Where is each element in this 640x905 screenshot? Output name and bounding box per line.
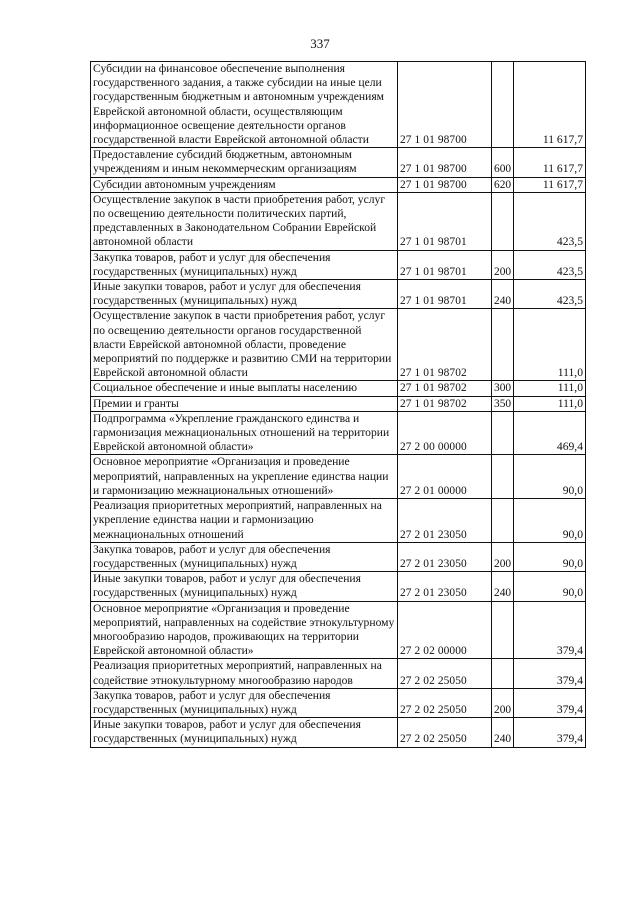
- row-name: Субсидии автономным учреждениям: [91, 177, 398, 192]
- row-code: 27 2 02 25050: [398, 718, 492, 747]
- table-row: [91, 250, 586, 279]
- table-row: [91, 148, 586, 177]
- table-row: [91, 396, 586, 411]
- row-expense-type: [492, 411, 514, 455]
- table-row: [91, 542, 586, 571]
- table-row: [91, 601, 586, 659]
- table-row: [91, 688, 586, 717]
- page-number: 337: [310, 36, 330, 51]
- row-expense-type: 240: [492, 718, 514, 747]
- row-code: 27 1 01 98700: [398, 148, 492, 177]
- table-row: [91, 411, 586, 455]
- row-expense-type: 240: [492, 280, 514, 309]
- row-name: Иные закупки товаров, работ и услуг для обеспечения государственных (муниципальных) нужд: [91, 572, 398, 601]
- row-code: 27 2 02 25050: [398, 659, 492, 688]
- row-amount: 469,4: [514, 411, 586, 455]
- row-code: 27 2 01 00000: [398, 455, 492, 499]
- row-code: 27 2 01 23050: [398, 572, 492, 601]
- table-row: [91, 177, 586, 192]
- row-expense-type: [492, 659, 514, 688]
- row-name: Иные закупки товаров, работ и услуг для обеспечения государственных (муниципальных) нужд: [91, 280, 398, 309]
- table-row: [91, 381, 586, 396]
- row-expense-type: 620: [492, 177, 514, 192]
- row-amount: 11 617,7: [514, 148, 586, 177]
- row-amount: 11 617,7: [514, 177, 586, 192]
- row-name: Закупка товаров, работ и услуг для обеспечения государственных (муниципальных) нужд: [91, 688, 398, 717]
- row-name: Реализация приоритетных мероприятий, направленных на укрепление единства нации и гармонизацию межнациональных отношений: [91, 499, 398, 543]
- row-code: 27 1 01 98701: [398, 280, 492, 309]
- row-expense-type: 600: [492, 148, 514, 177]
- row-amount: 90,0: [514, 455, 586, 499]
- row-name: Подпрограмма «Укрепление гражданского единства и гармонизация межнациональных отношений на территории Еврейской автономной области»: [91, 411, 398, 455]
- table-row: [91, 718, 586, 747]
- budget-table: [90, 61, 586, 748]
- row-name: Субсидии на финансовое обеспечение выполнения государственного задания, а также субсидии на иные цели государственным бюджетным и автономным учреждениям Еврейской автономной области, осуществляющим информационное освещение деятельности органов государственной власти Еврейской автономной области: [91, 62, 398, 148]
- row-amount: 90,0: [514, 572, 586, 601]
- row-amount: 379,4: [514, 688, 586, 717]
- row-code: 27 1 01 98701: [398, 192, 492, 250]
- row-amount: 111,0: [514, 396, 586, 411]
- row-expense-type: [492, 62, 514, 148]
- budget-table-body: [91, 62, 586, 748]
- row-code: 27 1 01 98702: [398, 396, 492, 411]
- row-name: Реализация приоритетных мероприятий, направленных на содействие этнокультурному многообразию народов: [91, 659, 398, 688]
- table-row: [91, 455, 586, 499]
- row-code: 27 2 01 23050: [398, 499, 492, 543]
- table-row: [91, 62, 586, 148]
- row-code: 27 1 01 98702: [398, 381, 492, 396]
- row-amount: 423,5: [514, 192, 586, 250]
- row-amount: 11 617,7: [514, 62, 586, 148]
- row-code: 27 2 01 23050: [398, 542, 492, 571]
- table-row: [91, 280, 586, 309]
- row-amount: 423,5: [514, 280, 586, 309]
- row-expense-type: [492, 309, 514, 381]
- row-code: 27 1 01 98701: [398, 250, 492, 279]
- row-expense-type: 200: [492, 542, 514, 571]
- row-amount: 111,0: [514, 381, 586, 396]
- row-expense-type: [492, 499, 514, 543]
- row-expense-type: [492, 601, 514, 659]
- row-code: 27 2 02 25050: [398, 688, 492, 717]
- row-code: 27 2 02 00000: [398, 601, 492, 659]
- row-expense-type: [492, 192, 514, 250]
- row-code: 27 2 00 00000: [398, 411, 492, 455]
- row-amount: 111,0: [514, 309, 586, 381]
- row-expense-type: 240: [492, 572, 514, 601]
- row-code: 27 1 01 98700: [398, 62, 492, 148]
- row-name: Закупка товаров, работ и услуг для обеспечения государственных (муниципальных) нужд: [91, 542, 398, 571]
- row-amount: 90,0: [514, 499, 586, 543]
- row-name: Осуществление закупок в части приобретения работ, услуг по освещению деятельности политических партий, представленных в Законодательном Собрании Еврейской автономной области: [91, 192, 398, 250]
- row-expense-type: [492, 455, 514, 499]
- table-row: [91, 659, 586, 688]
- row-code: 27 1 01 98700: [398, 177, 492, 192]
- row-name: Премии и гранты: [91, 396, 398, 411]
- row-amount: 379,4: [514, 601, 586, 659]
- row-name: Основное мероприятие «Организация и проведение мероприятий, направленных на содействие этнокультурному многообразию народов, проживающих на территории Еврейской автономной области»: [91, 601, 398, 659]
- row-code: 27 1 01 98702: [398, 309, 492, 381]
- row-name: Осуществление закупок в части приобретения работ, услуг по освещению деятельности органов государственной власти Еврейской автономной области, проведение мероприятий по поддержке и развитию СМИ на территории Еврейской автономной области: [91, 309, 398, 381]
- row-amount: 379,4: [514, 659, 586, 688]
- table-row: [91, 499, 586, 543]
- row-name: Иные закупки товаров, работ и услуг для обеспечения государственных (муниципальных) нужд: [91, 718, 398, 747]
- table-row: [91, 309, 586, 381]
- row-name: Основное мероприятие «Организация и проведение мероприятий, направленных на укрепление единства нации и гармонизацию межнациональных отношений»: [91, 455, 398, 499]
- row-expense-type: 200: [492, 688, 514, 717]
- row-expense-type: 300: [492, 381, 514, 396]
- row-name: Социальное обеспечение и иные выплаты населению: [91, 381, 398, 396]
- row-amount: 90,0: [514, 542, 586, 571]
- row-expense-type: 350: [492, 396, 514, 411]
- table-row: [91, 192, 586, 250]
- row-amount: 423,5: [514, 250, 586, 279]
- row-amount: 379,4: [514, 718, 586, 747]
- row-expense-type: 200: [492, 250, 514, 279]
- table-row: [91, 572, 586, 601]
- row-name: Закупка товаров, работ и услуг для обеспечения государственных (муниципальных) нужд: [91, 250, 398, 279]
- row-name: Предоставление субсидий бюджетным, автономным учреждениям и иным некоммерческим организациям: [91, 148, 398, 177]
